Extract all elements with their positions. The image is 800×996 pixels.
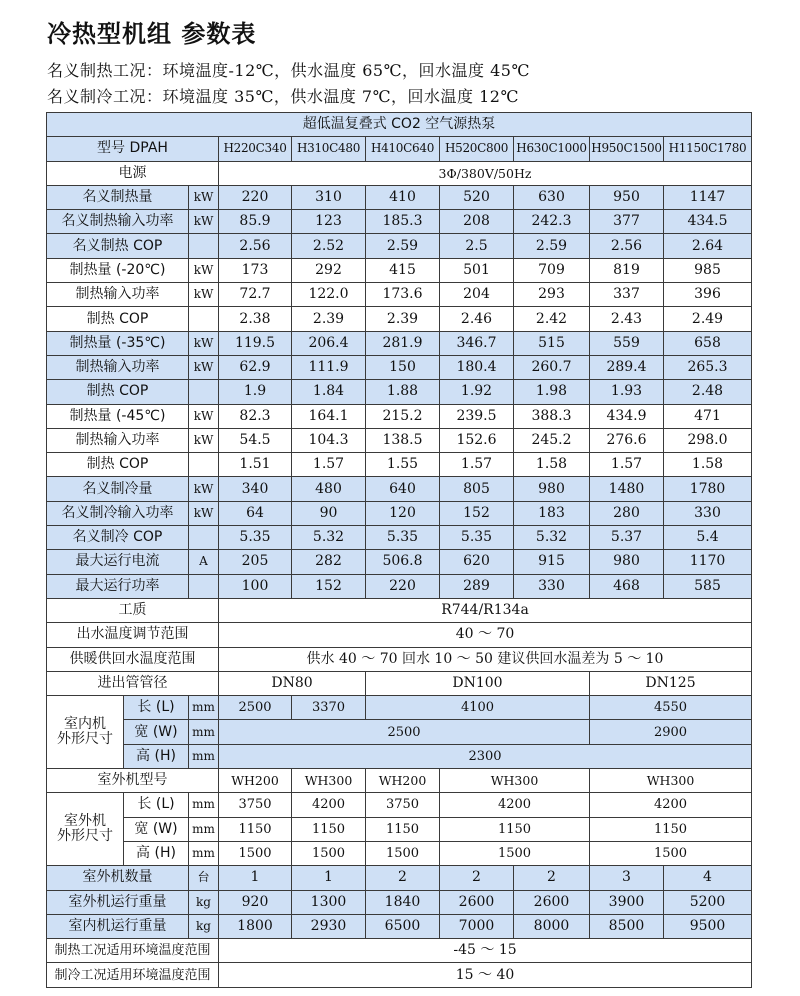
outdoor-height-row: [47, 841, 752, 865]
dim-unit: mm: [189, 793, 219, 817]
row-value: 260.7: [514, 355, 590, 379]
table-caption: 超低温复叠式 CO2 空气源热泵: [47, 113, 752, 137]
row-value: 630: [514, 185, 590, 209]
dim-unit: mm: [189, 744, 219, 768]
row-value: 2: [514, 866, 590, 890]
row-value: 265.3: [664, 355, 752, 379]
dim-value: 2300: [219, 744, 752, 768]
spec-row: [47, 210, 752, 234]
row-value: 152: [440, 501, 514, 525]
row-unit: kW: [189, 185, 219, 209]
row-value: 2.42: [514, 307, 590, 331]
row-value: 6500: [366, 914, 440, 938]
row-value: 5.37: [590, 526, 664, 550]
row-label: 名义制热量: [47, 185, 189, 209]
row-value: 5.35: [219, 526, 292, 550]
row-unit: [189, 574, 219, 598]
row-label: 制热工况适用环境温度范围: [47, 939, 219, 963]
row-value: 1.58: [664, 453, 752, 477]
row-value: WH200: [219, 769, 292, 793]
row-value: 2.46: [440, 307, 514, 331]
dim-value: 1150: [590, 817, 752, 841]
row-label: 制热量 (-20℃): [47, 258, 189, 282]
row-unit: kW: [189, 477, 219, 501]
row-value: 4: [664, 866, 752, 890]
model-label: 型号 DPAH: [47, 137, 219, 161]
row-value: 1170: [664, 550, 752, 574]
outdoor-dims-group: [47, 793, 124, 866]
row-value: 658: [664, 331, 752, 355]
dim-value: 4200: [440, 793, 590, 817]
group-line: 室外机: [64, 813, 106, 830]
row-value: 1480: [590, 477, 664, 501]
row-value: 282: [292, 550, 366, 574]
cooling-condition: 名义制冷工况：环境温度 35℃，供水温度 7℃，回水温度 12℃: [47, 87, 519, 106]
row-value: WH300: [440, 769, 590, 793]
row-value: 337: [590, 283, 664, 307]
row-value: 330: [514, 574, 590, 598]
indoor-height-row: [47, 744, 752, 768]
row-label: 电源: [47, 161, 219, 185]
row-value: 1780: [664, 477, 752, 501]
row-value: 122.0: [292, 283, 366, 307]
dim-label: 高 (H): [124, 841, 189, 865]
spec-row: [47, 331, 752, 355]
spec-row: [47, 526, 752, 550]
dim-value: 1150: [366, 817, 440, 841]
group-line: 外形尺寸: [57, 731, 113, 748]
heating-condition: 名义制热工况：环境温度-12℃，供水温度 65℃，回水温度 45℃: [47, 61, 530, 80]
row-value: 3900: [590, 890, 664, 914]
dim-value: 2500: [219, 720, 590, 744]
row-value: 2: [366, 866, 440, 890]
row-value: 82.3: [219, 404, 292, 428]
row-value: 2600: [440, 890, 514, 914]
spec-row: [47, 355, 752, 379]
row-value: 2.56: [219, 234, 292, 258]
row-label: 名义制热 COP: [47, 234, 189, 258]
row-value: 150: [366, 355, 440, 379]
row-value: 8500: [590, 914, 664, 938]
row-value: 72.7: [219, 283, 292, 307]
dim-value: 1150: [219, 817, 292, 841]
row-value: 2.48: [664, 380, 752, 404]
row-value: 15 ～ 40: [219, 963, 752, 987]
row-value: 506.8: [366, 550, 440, 574]
row-value: 1.55: [366, 453, 440, 477]
caption-row: [47, 113, 752, 137]
row-value: DN80: [219, 671, 366, 695]
row-unit: kW: [189, 355, 219, 379]
row-value: 310: [292, 185, 366, 209]
row-value: 293: [514, 283, 590, 307]
dim-value: 1500: [219, 841, 292, 865]
row-unit: kW: [189, 501, 219, 525]
row-value: 1.51: [219, 453, 292, 477]
row-value: 330: [664, 501, 752, 525]
row-value: 205: [219, 550, 292, 574]
row-unit: [189, 234, 219, 258]
row-value: 1.92: [440, 380, 514, 404]
row-value: 520: [440, 185, 514, 209]
row-value: 100: [219, 574, 292, 598]
dim-label: 长 (L): [124, 793, 189, 817]
row-unit: kW: [189, 210, 219, 234]
row-value: 1300: [292, 890, 366, 914]
dim-label: 宽 (W): [124, 817, 189, 841]
row-value: 1800: [219, 914, 292, 938]
row-label: 出水温度调节范围: [47, 623, 219, 647]
spec-row: [47, 914, 752, 938]
dim-unit: mm: [189, 720, 219, 744]
row-unit: kW: [189, 331, 219, 355]
row-value: 173.6: [366, 283, 440, 307]
row-label: 进出管管径: [47, 671, 219, 695]
row-value: 119.5: [219, 331, 292, 355]
row-value: 585: [664, 574, 752, 598]
row-label: 最大运行电流: [47, 550, 189, 574]
row-unit: kW: [189, 283, 219, 307]
dim-value: 1150: [440, 817, 590, 841]
outdoor-model-row: [47, 769, 752, 793]
row-label: 制热量 (-45℃): [47, 404, 189, 428]
dim-unit: mm: [189, 696, 219, 720]
spec-row: [47, 380, 752, 404]
supply-return-row: [47, 647, 752, 671]
spec-row: [47, 501, 752, 525]
row-label: 工质: [47, 598, 219, 622]
row-label: 制热输入功率: [47, 428, 189, 452]
dim-label: 高 (H): [124, 744, 189, 768]
row-value: 980: [514, 477, 590, 501]
row-value: 138.5: [366, 428, 440, 452]
dim-value: 4200: [590, 793, 752, 817]
row-value: 239.5: [440, 404, 514, 428]
row-value: DN125: [590, 671, 752, 695]
row-value: 2.5: [440, 234, 514, 258]
dim-label: 长 (L): [124, 696, 189, 720]
row-value: 206.4: [292, 331, 366, 355]
page-title: 冷热型机组 参数表: [47, 20, 257, 48]
dim-value: 3750: [219, 793, 292, 817]
row-label: 名义制冷输入功率: [47, 501, 189, 525]
row-value: 5.35: [440, 526, 514, 550]
row-value: 559: [590, 331, 664, 355]
row-value: WH300: [590, 769, 752, 793]
row-value: 280: [590, 501, 664, 525]
row-value: 2.49: [664, 307, 752, 331]
row-unit: [189, 380, 219, 404]
row-value: 242.3: [514, 210, 590, 234]
row-value: 640: [366, 477, 440, 501]
row-value: 281.9: [366, 331, 440, 355]
row-label: 制冷工况适用环境温度范围: [47, 963, 219, 987]
model-cell: H310C480: [292, 137, 366, 161]
row-value: 123: [292, 210, 366, 234]
indoor-length-row: [47, 696, 752, 720]
spec-row: [47, 890, 752, 914]
row-value: 515: [514, 331, 590, 355]
spec-row: [47, 477, 752, 501]
dim-value: 1150: [292, 817, 366, 841]
dim-value: 4100: [366, 696, 590, 720]
row-value: 3Φ/380V/50Hz: [219, 161, 752, 185]
row-unit: A: [189, 550, 219, 574]
row-value: 104.3: [292, 428, 366, 452]
row-value: 5.32: [514, 526, 590, 550]
row-value: 2.64: [664, 234, 752, 258]
dim-label: 宽 (W): [124, 720, 189, 744]
row-value: 276.6: [590, 428, 664, 452]
row-value: 1.58: [514, 453, 590, 477]
dim-value: 1500: [440, 841, 590, 865]
row-value: 2.59: [514, 234, 590, 258]
row-label: 制热输入功率: [47, 355, 189, 379]
row-value: 1.57: [292, 453, 366, 477]
spec-row: [47, 307, 752, 331]
row-value: 90: [292, 501, 366, 525]
row-label: 室外机数量: [47, 866, 189, 890]
row-unit: kW: [189, 258, 219, 282]
row-value: 501: [440, 258, 514, 282]
row-value: 220: [219, 185, 292, 209]
row-value: 供水 40 ～ 70 回水 10 ～ 50 建议供回水温差为 5 ～ 10: [219, 647, 752, 671]
spec-row: [47, 185, 752, 209]
group-line: 室内机: [64, 716, 106, 733]
row-value: 220: [366, 574, 440, 598]
row-value: 164.1: [292, 404, 366, 428]
row-value: 388.3: [514, 404, 590, 428]
row-value: 2600: [514, 890, 590, 914]
row-value: 292: [292, 258, 366, 282]
row-value: 245.2: [514, 428, 590, 452]
row-value: 2.39: [366, 307, 440, 331]
dim-value: 2900: [590, 720, 752, 744]
row-value: 85.9: [219, 210, 292, 234]
dim-value: 4550: [590, 696, 752, 720]
outdoor-length-row: [47, 793, 752, 817]
row-value: 8000: [514, 914, 590, 938]
row-value: 40 ～ 70: [219, 623, 752, 647]
row-value: 1: [219, 866, 292, 890]
row-unit: [189, 453, 219, 477]
row-unit: kg: [189, 890, 219, 914]
dim-unit: mm: [189, 817, 219, 841]
pipe-row: [47, 671, 752, 695]
spec-row: [47, 866, 752, 890]
row-value: 3: [590, 866, 664, 890]
row-value: 346.7: [440, 331, 514, 355]
row-unit: [189, 526, 219, 550]
group-line: 外形尺寸: [57, 828, 113, 845]
row-value: 950: [590, 185, 664, 209]
row-value: 340: [219, 477, 292, 501]
model-cell: H950C1500: [590, 137, 664, 161]
row-value: 709: [514, 258, 590, 282]
dim-unit: mm: [189, 841, 219, 865]
row-value: 1.93: [590, 380, 664, 404]
row-value: 1.84: [292, 380, 366, 404]
row-value: 2930: [292, 914, 366, 938]
row-label: 供暖供回水温度范围: [47, 647, 219, 671]
row-value: 289: [440, 574, 514, 598]
row-label: 室外机运行重量: [47, 890, 189, 914]
dim-value: 4200: [292, 793, 366, 817]
refrigerant-row: [47, 598, 752, 622]
row-unit: kg: [189, 914, 219, 938]
row-value: DN100: [366, 671, 590, 695]
row-value: 7000: [440, 914, 514, 938]
row-value: 480: [292, 477, 366, 501]
row-label: 名义制热输入功率: [47, 210, 189, 234]
row-label: 名义制冷 COP: [47, 526, 189, 550]
row-value: 1.9: [219, 380, 292, 404]
row-label: 制热 COP: [47, 380, 189, 404]
row-value: 2.39: [292, 307, 366, 331]
row-value: 1.88: [366, 380, 440, 404]
dim-value: 3370: [292, 696, 366, 720]
row-value: 120: [366, 501, 440, 525]
heating-range-row: [47, 939, 752, 963]
row-value: 5.35: [366, 526, 440, 550]
row-label: 制热量 (-35℃): [47, 331, 189, 355]
model-cell: H220C340: [219, 137, 292, 161]
row-value: 819: [590, 258, 664, 282]
row-value: 180.4: [440, 355, 514, 379]
row-value: 2.43: [590, 307, 664, 331]
dim-value: 1500: [366, 841, 440, 865]
row-label: 制热 COP: [47, 453, 189, 477]
indoor-width-row: [47, 720, 752, 744]
spec-row: [47, 453, 752, 477]
row-value: 215.2: [366, 404, 440, 428]
row-value: 183: [514, 501, 590, 525]
cooling-range-row: [47, 963, 752, 987]
row-value: 289.4: [590, 355, 664, 379]
row-value: 805: [440, 477, 514, 501]
row-value: 204: [440, 283, 514, 307]
row-value: 9500: [664, 914, 752, 938]
spec-row: [47, 283, 752, 307]
row-label: 室内机运行重量: [47, 914, 189, 938]
row-value: 208: [440, 210, 514, 234]
model-cell: H410C640: [366, 137, 440, 161]
row-value: 64: [219, 501, 292, 525]
row-label: 制热 COP: [47, 307, 189, 331]
dim-value: 1500: [590, 841, 752, 865]
row-value: 396: [664, 283, 752, 307]
model-row: [47, 137, 752, 161]
row-value: 152.6: [440, 428, 514, 452]
outlet-temp-row: [47, 623, 752, 647]
row-value: 1.57: [590, 453, 664, 477]
row-value: 471: [664, 404, 752, 428]
row-value: 377: [590, 210, 664, 234]
row-label: 制热输入功率: [47, 283, 189, 307]
row-unit: [189, 307, 219, 331]
row-value: -45 ～ 15: [219, 939, 752, 963]
row-value: R744/R134a: [219, 598, 752, 622]
spec-row: [47, 258, 752, 282]
row-value: 54.5: [219, 428, 292, 452]
row-value: 111.9: [292, 355, 366, 379]
row-value: 298.0: [664, 428, 752, 452]
row-value: 434.5: [664, 210, 752, 234]
dim-value: 2500: [219, 696, 292, 720]
row-value: 2.59: [366, 234, 440, 258]
row-unit: kW: [189, 404, 219, 428]
row-unit: 台: [189, 866, 219, 890]
spec-row: [47, 550, 752, 574]
row-unit: kW: [189, 428, 219, 452]
row-value: 985: [664, 258, 752, 282]
row-value: 980: [590, 550, 664, 574]
row-value: 5.4: [664, 526, 752, 550]
spec-row: [47, 428, 752, 452]
spec-row: [47, 404, 752, 428]
spec-table: [46, 112, 752, 988]
row-value: 1147: [664, 185, 752, 209]
row-value: 2.38: [219, 307, 292, 331]
row-value: 620: [440, 550, 514, 574]
row-value: 468: [590, 574, 664, 598]
row-value: 1.57: [440, 453, 514, 477]
row-value: 920: [219, 890, 292, 914]
model-cell: H1150C1780: [664, 137, 752, 161]
row-value: 173: [219, 258, 292, 282]
row-value: 415: [366, 258, 440, 282]
row-label: 室外机型号: [47, 769, 219, 793]
row-value: WH200: [366, 769, 440, 793]
model-cell: H630C1000: [514, 137, 590, 161]
row-value: WH300: [292, 769, 366, 793]
row-value: 915: [514, 550, 590, 574]
row-value: 2.52: [292, 234, 366, 258]
spec-row: [47, 234, 752, 258]
row-value: 1.98: [514, 380, 590, 404]
row-value: 185.3: [366, 210, 440, 234]
row-label: 最大运行功率: [47, 574, 189, 598]
indoor-dims-group: [47, 696, 124, 769]
row-value: 62.9: [219, 355, 292, 379]
row-value: 2.56: [590, 234, 664, 258]
row-value: 5.32: [292, 526, 366, 550]
power-row: [47, 161, 752, 185]
outdoor-width-row: [47, 817, 752, 841]
row-label: 名义制冷量: [47, 477, 189, 501]
row-value: 434.9: [590, 404, 664, 428]
row-value: 2: [440, 866, 514, 890]
dim-value: 1500: [292, 841, 366, 865]
row-value: 1840: [366, 890, 440, 914]
model-cell: H520C800: [440, 137, 514, 161]
spec-row: [47, 574, 752, 598]
row-value: 1: [292, 866, 366, 890]
row-value: 152: [292, 574, 366, 598]
row-value: 410: [366, 185, 440, 209]
dim-value: 3750: [366, 793, 440, 817]
row-value: 5200: [664, 890, 752, 914]
